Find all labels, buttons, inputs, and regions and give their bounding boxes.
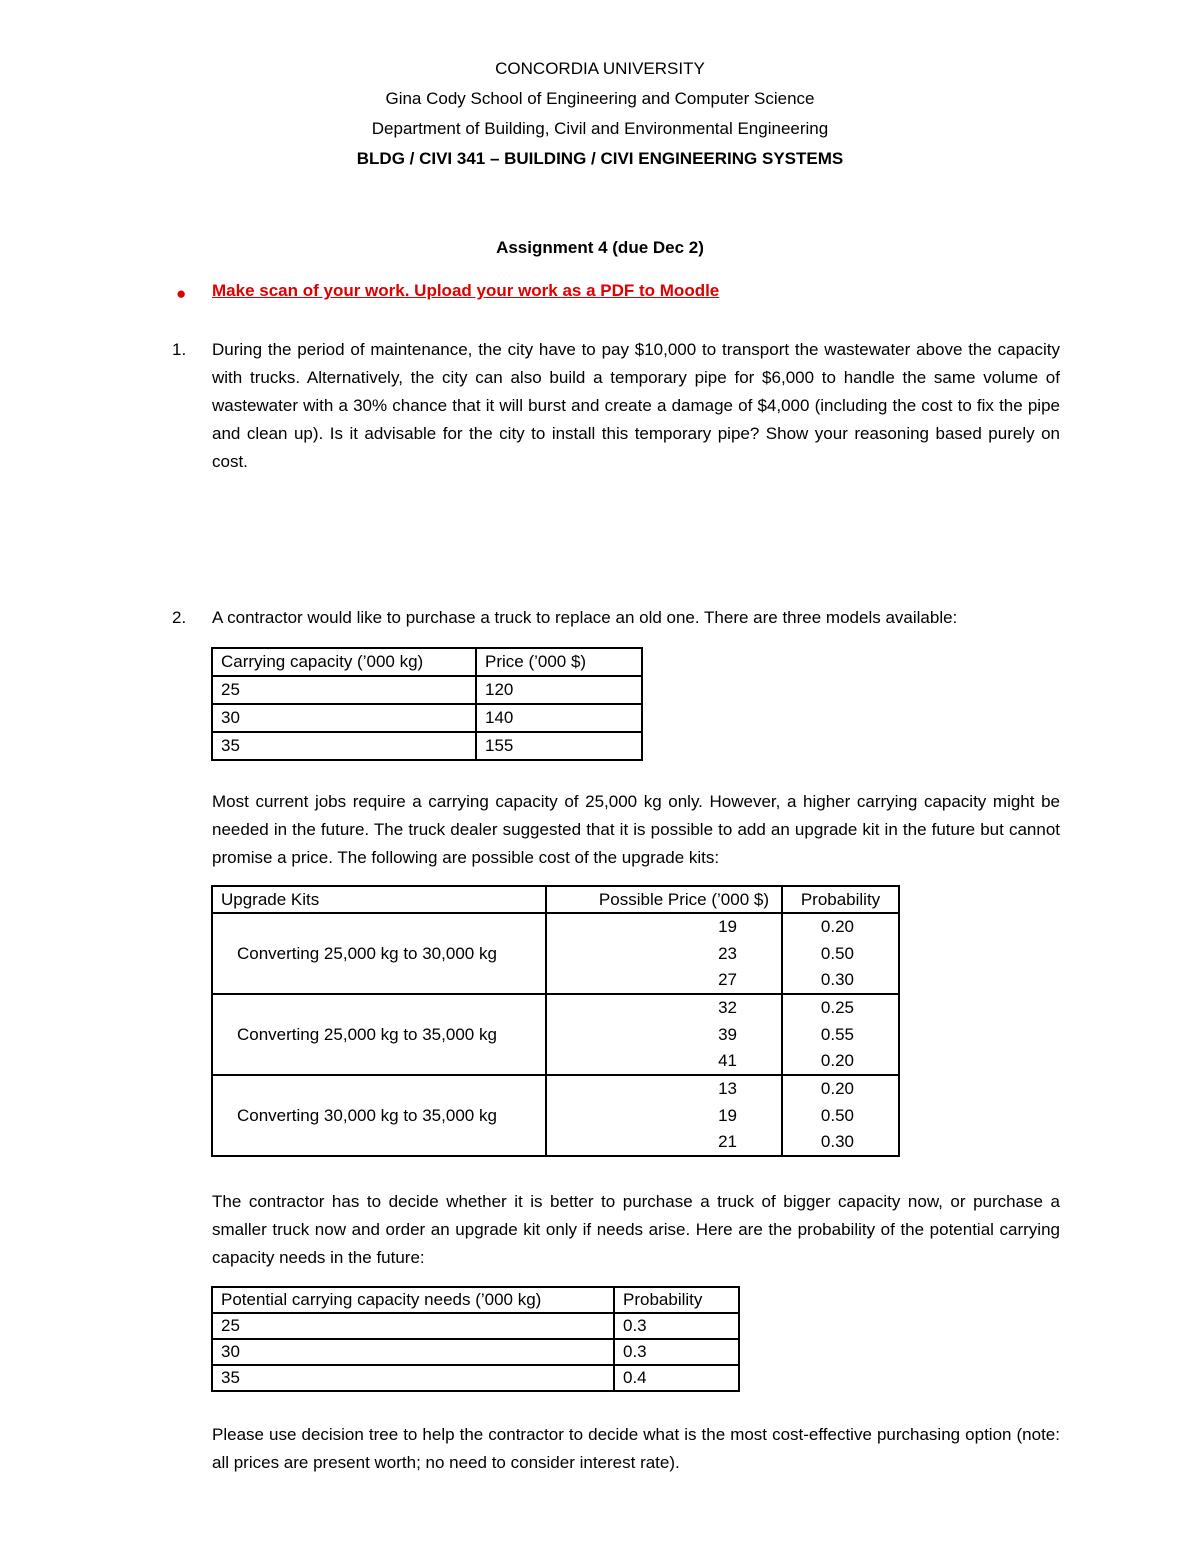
table-header-cell: Possible Price (’000 $) (546, 886, 782, 913)
table-cell: 0.4 (614, 1365, 739, 1391)
question-2-paragraph-3: Please use decision tree to help the contractor to decide what is the most cost-effective purchasing option (note: all prices are present worth; no need to consider interest rate). (212, 1425, 1060, 1472)
upgrade-kit-label: Converting 25,000 kg to 30,000 kg (212, 913, 546, 994)
table-cell: 32 (546, 994, 782, 1021)
table-cell: 19 (546, 1102, 782, 1129)
question-2-paragraph-2: The contractor has to decide whether it is better to purchase a truck of bigger capacity now, or purchase a smaller truck now and order an upgrade kit only if needs arise. Here are the probability of the potential carrying capacity needs in the future: (212, 1192, 1060, 1267)
table-cell: 0.20 (782, 913, 899, 940)
table-cell: 25 (212, 1313, 614, 1339)
table-cell: 25 (212, 676, 476, 704)
table-cell: 0.50 (782, 940, 899, 967)
table-cell: 0.20 (782, 1075, 899, 1102)
table-cell: 35 (212, 1365, 614, 1391)
bullet-icon: ● (176, 284, 187, 303)
table-cell: 41 (546, 1048, 782, 1075)
table-header-cell: Probability (614, 1287, 739, 1313)
table-cell: 0.20 (782, 1048, 899, 1075)
course-title: BLDG / CIVI 341 – BUILDING / CIVI ENGINEERING SYSTEMS (356, 149, 844, 168)
table-cell: 0.55 (782, 1021, 899, 1048)
table-cell: 0.25 (782, 994, 899, 1021)
table-row (212, 676, 642, 704)
question-1-number: 1. (172, 340, 187, 359)
table-cell: 0.50 (782, 1102, 899, 1129)
table-cell: 0.30 (782, 967, 899, 994)
table-cell: 35 (212, 732, 476, 760)
table-row (212, 994, 899, 1021)
table-cell: 23 (546, 940, 782, 967)
table-cell: 30 (212, 1339, 614, 1365)
capacity-needs-table (211, 1286, 740, 1392)
table-header-cell: Carrying capacity (’000 kg) (212, 648, 476, 676)
department-name: Department of Building, Civil and Environmental Engineering (371, 119, 829, 138)
table-cell: 19 (546, 913, 782, 940)
table-header-cell: Price (’000 $) (476, 648, 642, 676)
upgrade-kit-label: Converting 25,000 kg to 35,000 kg (212, 994, 546, 1075)
table-cell: 30 (212, 704, 476, 732)
table-header-row (212, 886, 899, 913)
table-row (212, 1313, 739, 1339)
table-cell: 39 (546, 1021, 782, 1048)
table-cell: 140 (476, 704, 642, 732)
truck-models-table (211, 647, 643, 761)
table-cell: 0.30 (782, 1129, 899, 1156)
table-cell: 27 (546, 967, 782, 994)
university-name: CONCORDIA UNIVERSITY (495, 59, 705, 78)
upgrade-kits-table (211, 885, 900, 1157)
question-2-paragraph-1: Most current jobs require a carrying capacity of 25,000 kg only. However, a higher carrying capacity might be needed in the future. The truck dealer suggested that it is possible to add an upgrade kit in the future but cannot promise a price. The following are possible cost of the upgrade kits: (212, 792, 1060, 867)
table-row (212, 704, 642, 732)
question-2-intro: A contractor would like to purchase a truck to replace an old one. There are three models available: (212, 608, 958, 627)
school-name: Gina Cody School of Engineering and Computer Science (385, 89, 815, 108)
table-header-row (212, 648, 642, 676)
table-header-cell: Upgrade Kits (212, 886, 546, 913)
table-cell: 120 (476, 676, 642, 704)
upgrade-kit-label: Converting 30,000 kg to 35,000 kg (212, 1075, 546, 1156)
table-row (212, 1339, 739, 1365)
table-cell: 0.3 (614, 1339, 739, 1365)
question-1-text: During the period of maintenance, the city have to pay $10,000 to transport the wastewater above the capacity with trucks. Alternatively, the city can also build a temporary pipe for $6,000 to handle the same volume of wastewater with a 30% chance that it will burst and create a damage of $4,000 (including the cost to fix the pipe and clean up). Is it advisable for the city to install this temporary pipe? Show your reasoning based purely on cost. (212, 340, 1060, 471)
table-header-row (212, 1287, 739, 1313)
table-row (212, 913, 899, 940)
table-cell: 21 (546, 1129, 782, 1156)
assignment-title: Assignment 4 (due Dec 2) (496, 238, 704, 257)
table-cell: 155 (476, 732, 642, 760)
table-cell: 13 (546, 1075, 782, 1102)
table-row (212, 1365, 739, 1391)
question-2-number: 2. (172, 608, 187, 627)
table-header-cell: Probability (782, 886, 899, 913)
table-row (212, 1075, 899, 1102)
table-row (212, 732, 642, 760)
table-cell: 0.3 (614, 1313, 739, 1339)
upload-instruction: Make scan of your work. Upload your work as a PDF to Moodle (212, 281, 720, 300)
table-header-cell: Potential carrying capacity needs (’000 kg) (212, 1287, 614, 1313)
